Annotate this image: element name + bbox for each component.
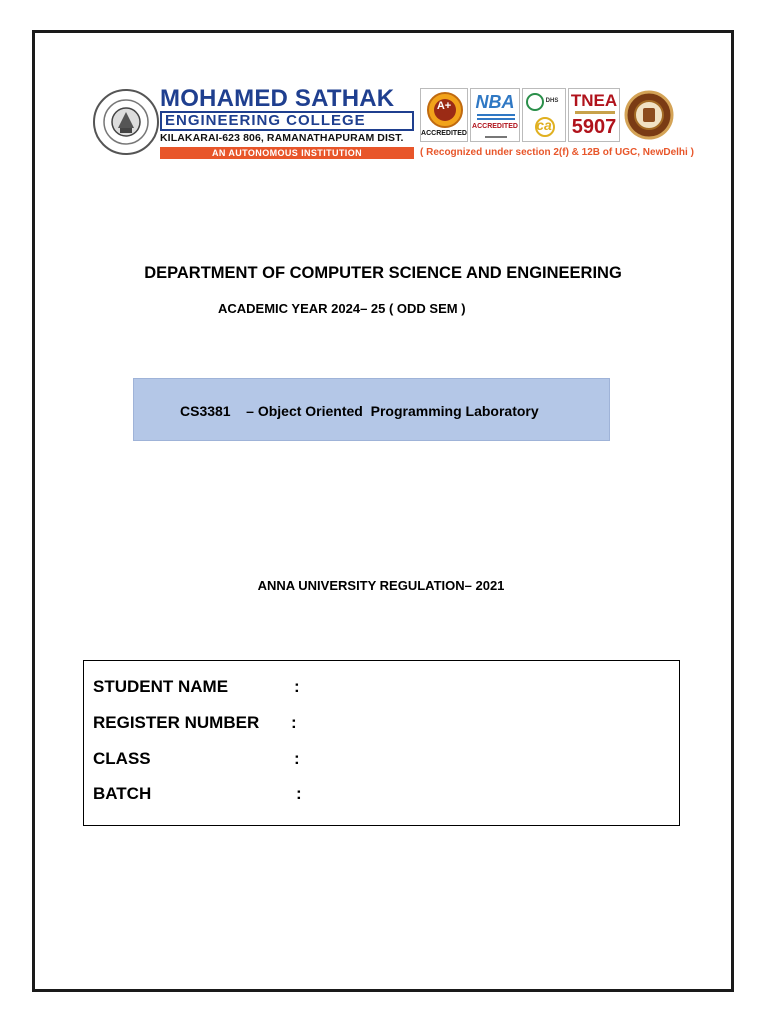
college-banner xyxy=(92,85,694,162)
register-number-row xyxy=(93,713,653,737)
college-name: MOHAMED SATHAK xyxy=(160,85,395,112)
page-border xyxy=(32,30,734,992)
naac-badge-icon: A+ ACCREDITED xyxy=(420,88,468,142)
tnea-badge-icon: TNEA 5907 xyxy=(568,88,620,142)
academic-year: ACADEMIC YEAR 2024– 25 ( ODD SEM ) xyxy=(218,301,466,316)
course-title-box xyxy=(133,378,610,441)
class-row xyxy=(93,749,653,773)
class-colon: : xyxy=(294,749,300,768)
student-info-box xyxy=(83,660,680,826)
coa-badge-icon: DHS ca xyxy=(522,88,566,142)
accreditation-badges xyxy=(420,88,678,144)
department-title: DEPARTMENT OF COMPUTER SCIENCE AND ENGINEERING xyxy=(144,264,622,282)
batch-row xyxy=(93,784,653,808)
nba-badge-icon: NBA ACCREDITED xyxy=(470,88,520,142)
register-number-colon: : xyxy=(291,713,297,732)
student-name-colon: : xyxy=(294,677,300,696)
student-name-label: STUDENT NAME xyxy=(93,677,229,696)
regulation-line: ANNA UNIVERSITY REGULATION– 2021 xyxy=(257,578,505,593)
course-title: CS3381 – Object Oriented Programming Laboratory xyxy=(180,403,539,419)
batch-label: BATCH xyxy=(93,784,152,803)
batch-colon: : xyxy=(296,784,302,803)
emblem-badge-icon xyxy=(624,88,674,142)
recognition-note: ( Recognized under section 2(f) & 12B of UGC, NewDelhi ) xyxy=(420,147,694,158)
class-label: CLASS xyxy=(93,749,151,768)
college-subtitle: ENGINEERING COLLEGE xyxy=(160,111,414,131)
autonomous-strip: AN AUTONOMOUS INSTITUTION xyxy=(160,147,414,159)
student-name-row xyxy=(93,677,653,701)
college-address: KILAKARAI-623 806, RAMANATHAPURAM DIST. xyxy=(160,132,404,144)
register-number-label: REGISTER NUMBER xyxy=(93,713,260,732)
college-seal-icon xyxy=(92,88,160,156)
